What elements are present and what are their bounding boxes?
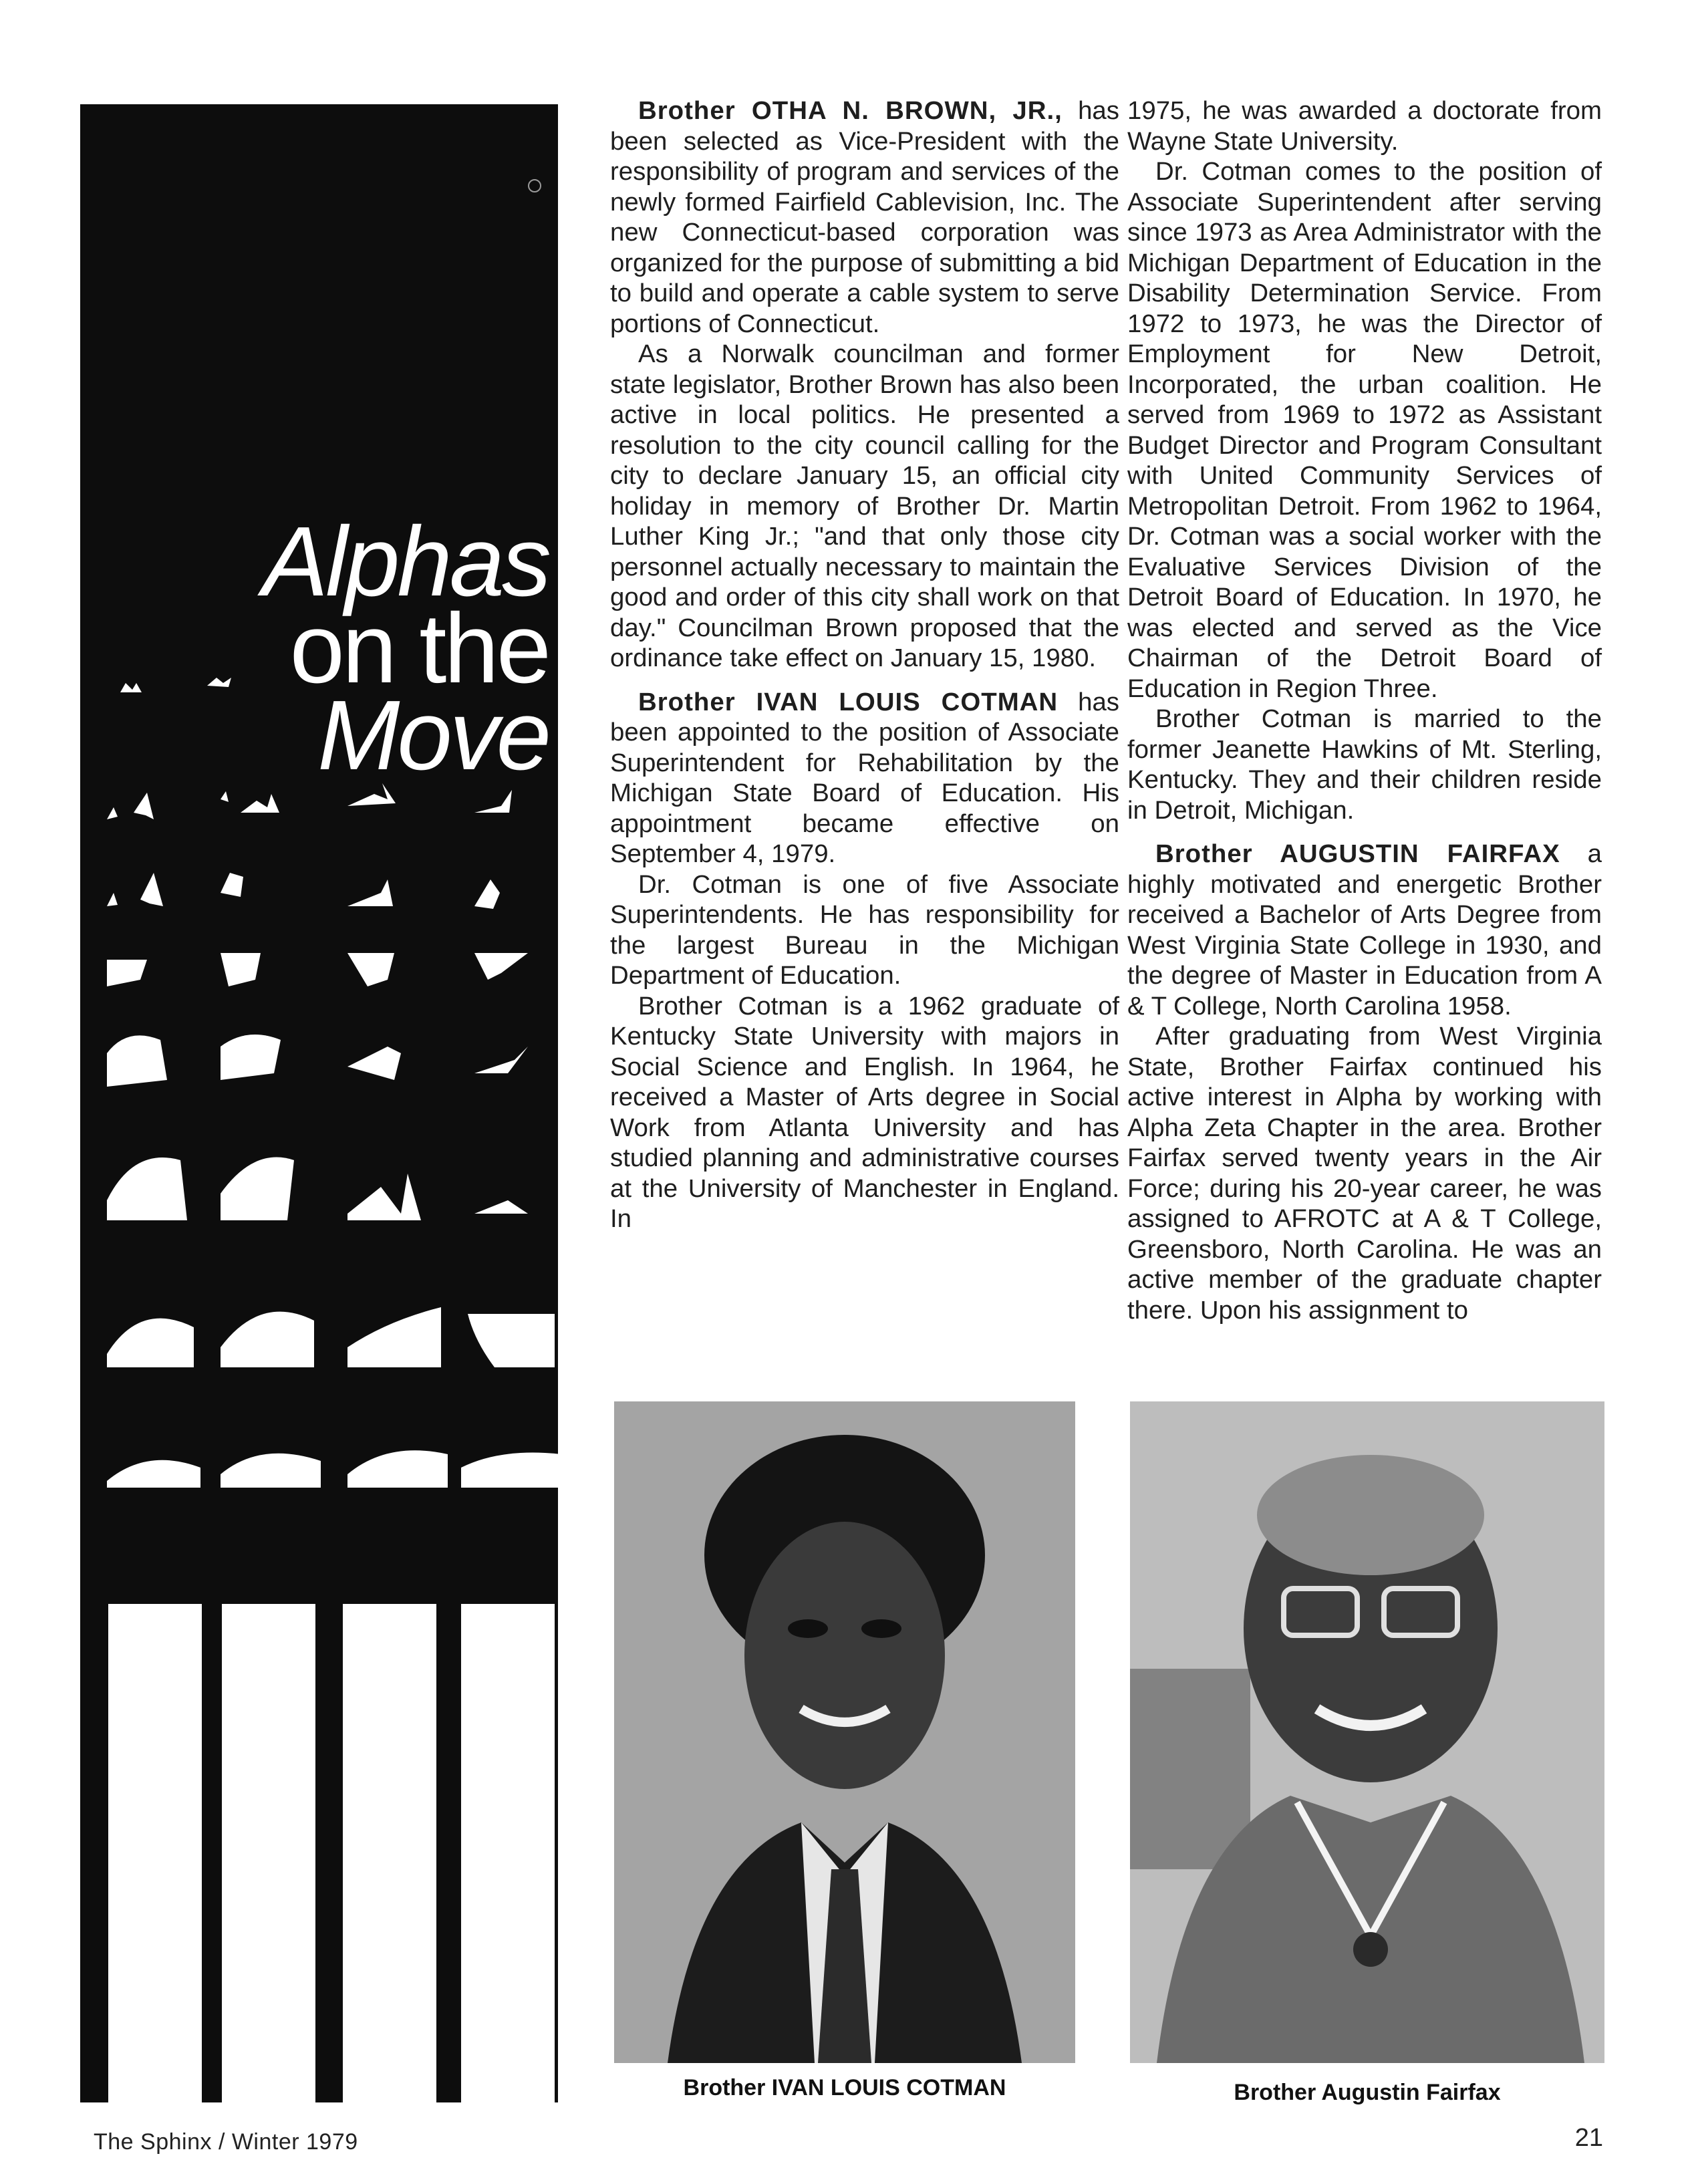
paragraph-fairfax-intro — [1127, 839, 1602, 1021]
paragraph-cotman-doctorate: 1975, he was awarded a doctorate from Wayne State University. — [1127, 96, 1602, 156]
title-line-2: on the — [289, 593, 549, 704]
name-cotman: Brother IVAN LOUIS COTMAN — [638, 687, 1059, 716]
paragraph-cotman-career: Dr. Cotman comes to the position of Associate Superintendent after serving since 1973 as Area Administrator with the Michigan Department of Education in the Disability Determination Service. From 1972 to 1973, he was the Director of Employment for New Detroit, Incorporated, the urban coalition. He served from 1969 to 1972 as Assistant Budget Director and Program Consultant with United Community Services of Metropolitan Detroit. From 1962 to 1964, Dr. Cotman was a social worker with the Evaluative Services Division of the Detroit Board of Education. In 1970, he was elected and served as the Vice Chairman of the Detroit Board of Education in Region Three. — [1127, 157, 1602, 703]
decorative-banner — [80, 104, 558, 2102]
banner-column-2 — [222, 1604, 315, 2102]
caption-cotman: Brother IVAN LOUIS COTMAN — [683, 2075, 1006, 2100]
brown-intro-text: has been selected as Vice-President with the responsibility of program and services of the newly formed Fairfield Cablevision, Inc. The new Connecticut-based corporation was organized for the purpose of submitting a bid to build and operate a cable system to serve portions of Connecticut. — [610, 96, 1119, 338]
name-brown: Brother OTHA N. BROWN, JR., — [638, 96, 1063, 125]
fairfax-intro-text: a highly motivated and energetic Brother received a Bachelor of Arts Degree from West Virginia State College in 1930, and the degree of Master in Education from A & T College, North Carolina 1958. — [1127, 839, 1602, 1020]
paragraph-brown-politics: As a Norwalk councilman and former state legislator, Brother Brown has also been active in local politics. He presented a resolution to the city council calling for the city to declare January 15, an official city holiday in memory of Brother Dr. Martin Luther King Jr.; "and that only those city personnel actually necessary to maintain the good and order of this city shall work on that day." Councilman Brown proposed that the ordinance take effect on January 15, 1980. — [610, 339, 1119, 672]
paragraph-cotman-role: Dr. Cotman is one of five Associate Superintendents. He has responsibility for the largest Bureau in the Michigan Department of Education. — [610, 869, 1119, 990]
article-column-2 — [1127, 96, 1602, 1325]
article-column-1 — [610, 96, 1119, 1234]
paragraph-cotman-education: Brother Cotman is a 1962 graduate of Kentucky State University with majors in Social Science and English. In 1964, he received a Master of Arts degree in Social Work from Atlanta University and has studied planning and administrative courses at the University of Manchester in England. In — [610, 991, 1119, 1233]
footer-publication: The Sphinx / Winter 1979 — [94, 2129, 358, 2155]
banner-column-3 — [343, 1604, 436, 2102]
paragraph-cotman-intro — [610, 687, 1119, 869]
paragraph-fairfax-career: After graduating from West Virginia State, Brother Fairfax continued his active interest in Alpha by working with Alpha Zeta Chapter in the area. Brother Fairfax served twenty years in the Air Force; during his 20-year career, he was assigned to AFROTC at A & T College, Greensboro, North Carolina. He was an active member of the graduate chapter there. Upon his assignment to — [1127, 1022, 1602, 1325]
title-line-3: Move — [317, 680, 549, 791]
page-number: 21 — [1574, 2124, 1603, 2152]
caption-fairfax: Brother Augustin Fairfax — [1234, 2080, 1501, 2105]
banner-column-1 — [108, 1604, 202, 2102]
banner-column-4 — [461, 1604, 555, 2102]
cotman-intro-text: has been appointed to the position of Associate Superintendent for Rehabilitation by the Michigan State Board of Education. His appointment became effective on September 4, 1979. — [610, 687, 1119, 868]
name-fairfax: Brother AUGUSTIN FAIRFAX — [1155, 839, 1560, 868]
paragraph-cotman-family: Brother Cotman is married to the former Jeanette Hawkins of Mt. Sterling, Kentucky. They and their children reside in Detroit, Michigan. — [1127, 704, 1602, 825]
photo-cotman — [614, 1401, 1075, 2063]
photo-fairfax — [1130, 1401, 1604, 2063]
paragraph-brown-intro — [610, 96, 1119, 339]
title-line-1: Alphas — [262, 507, 549, 617]
